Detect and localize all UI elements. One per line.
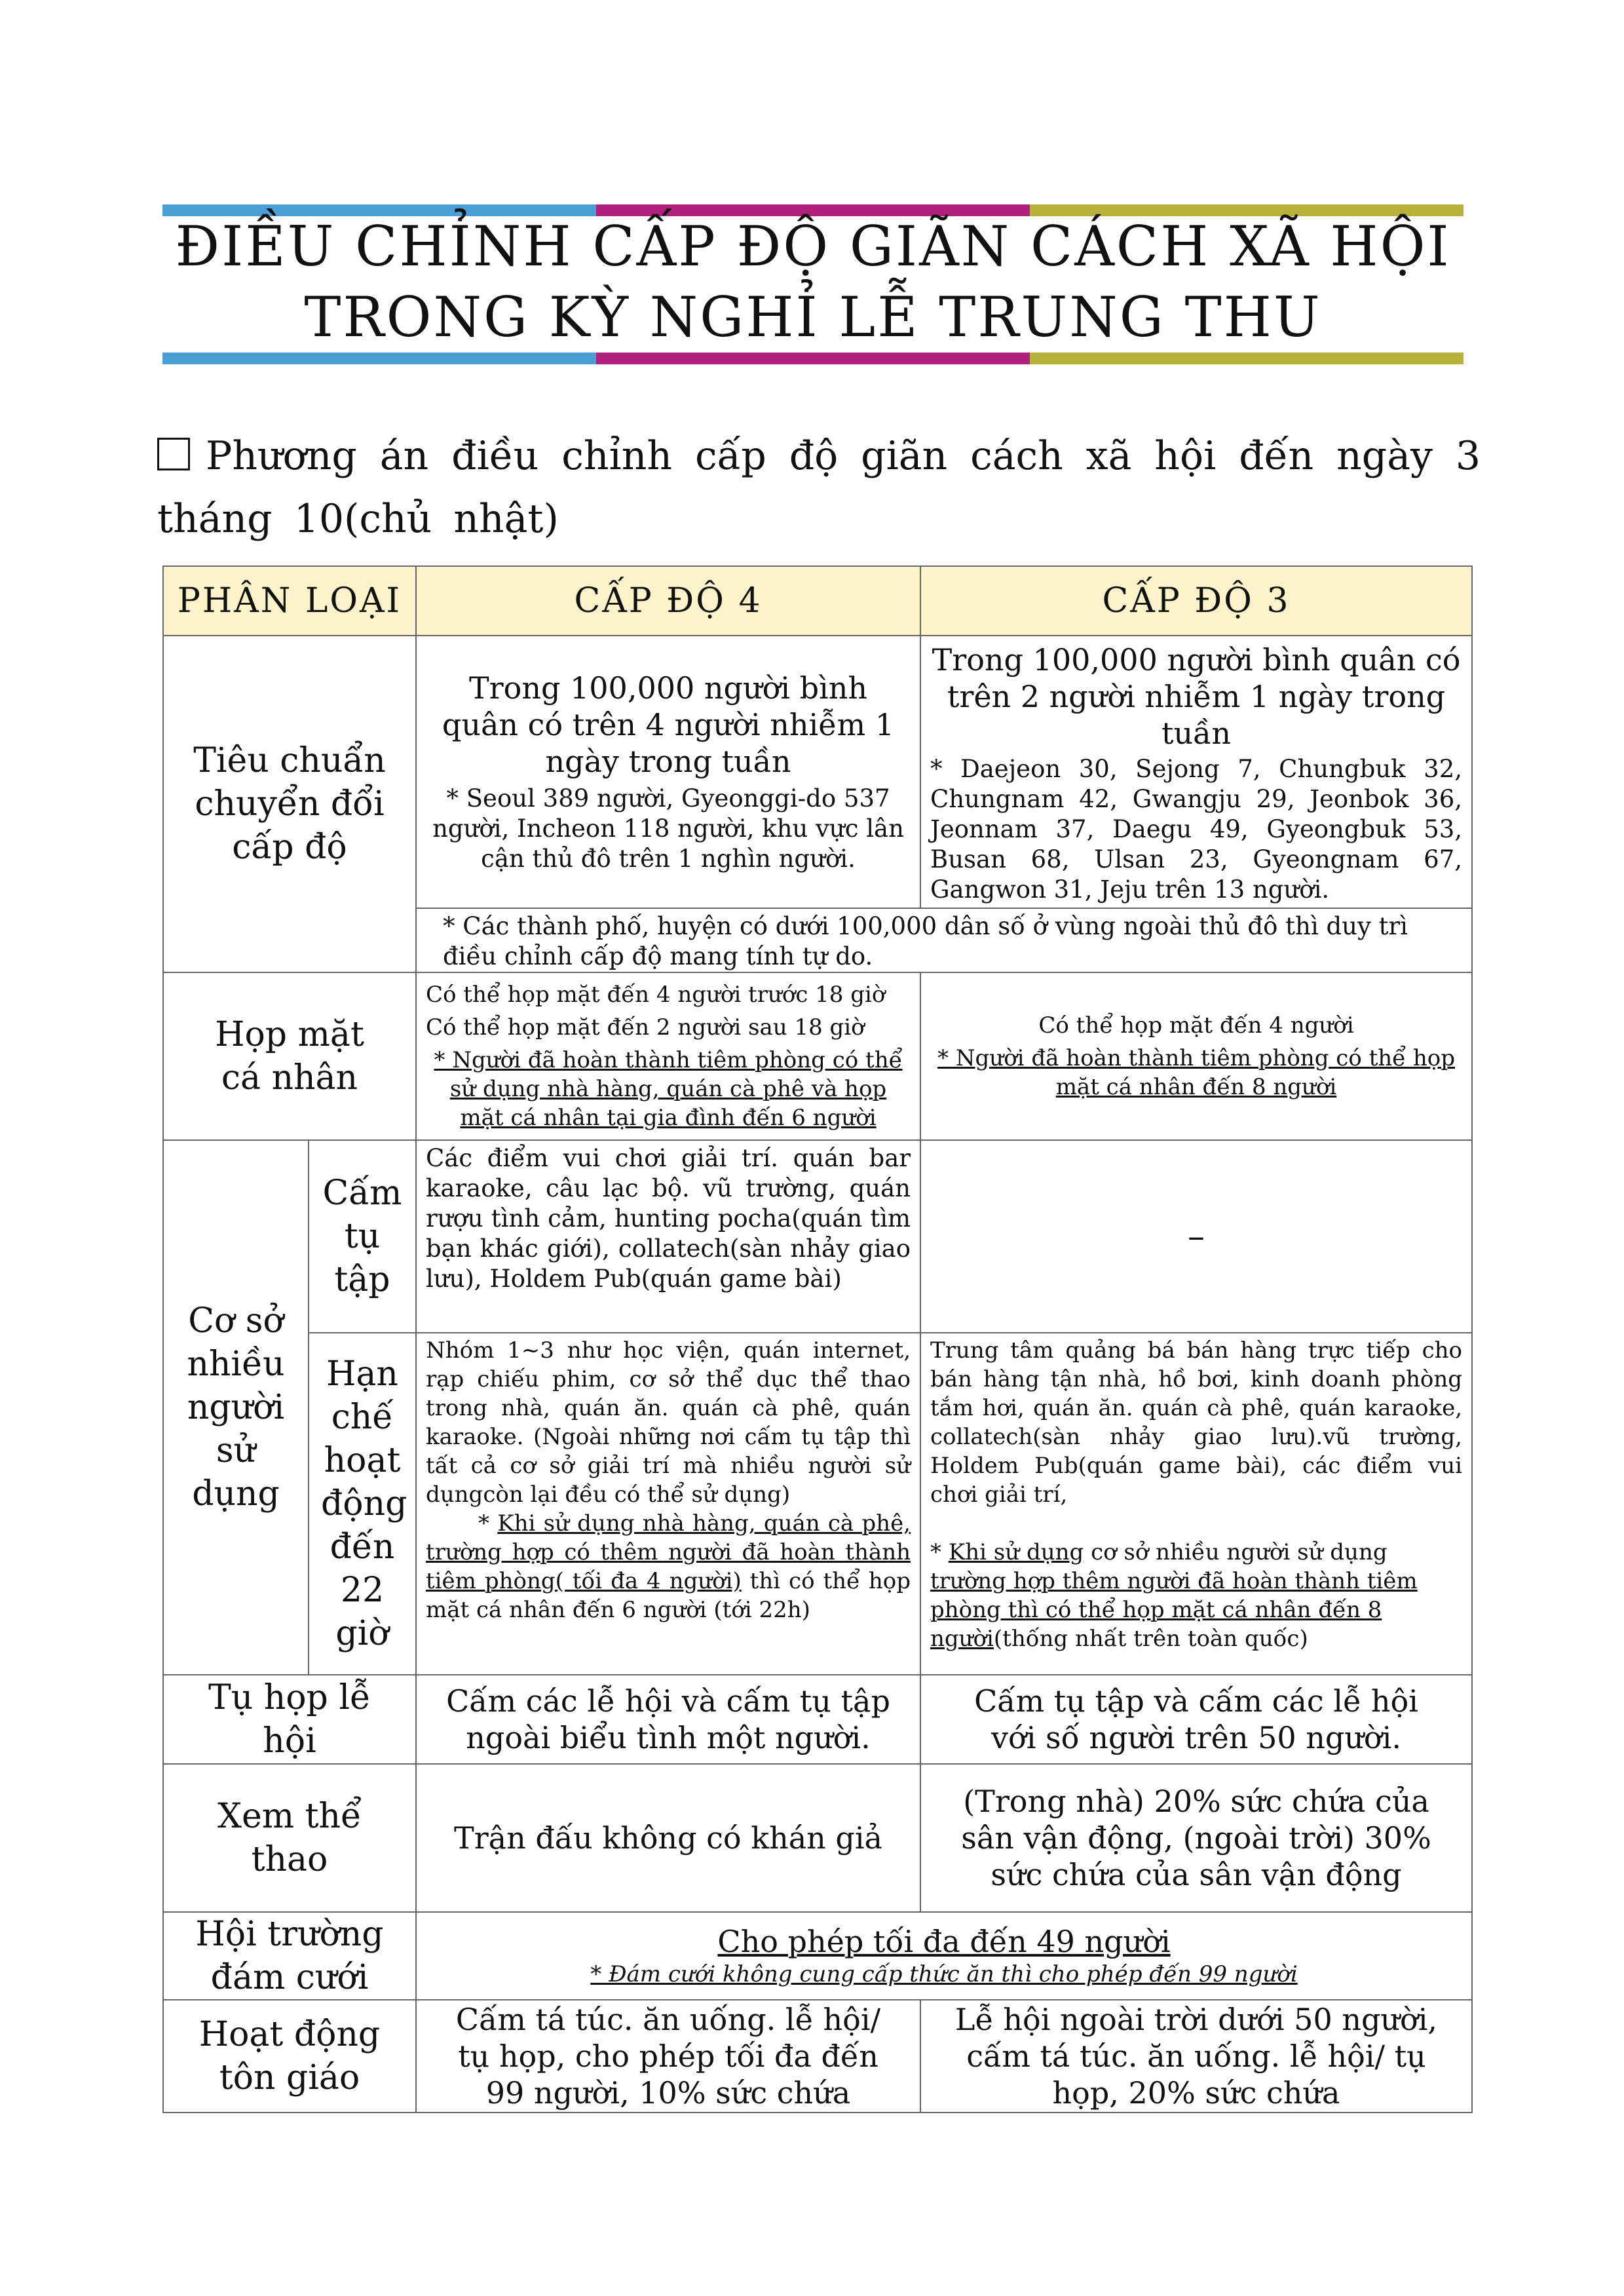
facility-limit-level-3-note: * Khi sử dụng cơ sở nhiều người sử dụng trường hợp thêm người đã hoàn thành tiêm phòng thì có thể họp mặt cá nhân đến 8 người(thống nhất trên toàn quốc) — [930, 1539, 1418, 1652]
festival-label: Tụ họp lễ hội — [163, 1675, 416, 1764]
facility-ban-label: Cấm tụ tập — [309, 1140, 416, 1333]
criteria-label: Tiêu chuẩn chuyển đổi cấp độ — [163, 636, 416, 972]
religion-label: Hoạt động tôn giáo — [163, 2000, 416, 2113]
header-level-4: CẤP ĐỘ 4 — [416, 566, 920, 636]
criteria-level-3-note: * Daejeon 30, Sejong 7, Chungbuk 32, Chungnam 42, Gwangju 29, Jeonbok 36, Jeonnam 37, Daegu 49, Gyeongbuk 53, Busan 68, Ulsan 23, Gyeongnam 67, Gangwon 31, Jeju trên 13 người. — [930, 755, 1462, 904]
festival-level-3: Cấm tụ tập và cấm các lễ hội với số người trên 50 người. — [920, 1675, 1472, 1764]
header-level-3: CẤP ĐỘ 3 — [920, 566, 1472, 636]
section-heading-text: Phương án điều chỉnh cấp độ giãn cách xã hội đến ngày 3 tháng 10(chủ nhật) — [157, 433, 1481, 542]
private-level-4 — [416, 972, 920, 1140]
facility-limit-level-4-note: * Khi sử dụng nhà hàng, quán cà phê, trường hợp có thêm người đã hoàn thành tiêm phòng( tối đa 4 người) thì có thể họp mặt cá nhân đến 6 người (tới 22h) — [426, 1510, 911, 1623]
facility-limit-level-4-text: Nhóm 1~3 như học viện, quán internet, rạp chiếu phim, cơ sở thể dục thể thao trong nhà, quán ăn. quán cà phê, quán karaoke. (Ngoài những nơi cấm tụ tập thì tất cả cơ sở giải trí mà nhiều người sử dụngcòn lại đều có thể sử dụng) — [426, 1337, 911, 1508]
wedding-label: Hội trường đám cưới — [163, 1912, 416, 2000]
facility-limit-level-3-text: Trung tâm quảng bá bán hàng trực tiếp cho bán hàng tận nhà, hồ bơi, kinh doanh phòng tắm hơi, quán ăn. quán cà phê, quán karaoke, collatech(sàn nhảy giao lưu).vũ trường, Holdem Pub(quán game bài), các điểm vui chơi giải trí, — [930, 1337, 1462, 1508]
private-level-4-line2: Có thể họp mặt đến 2 người sau 18 giờ — [426, 1014, 865, 1041]
facility-ban-row — [163, 1140, 1472, 1333]
sports-label: Xem thể thao — [163, 1764, 416, 1912]
facilities-label: Cơ sở nhiều người sử dụng — [163, 1140, 309, 1675]
header-category: PHÂN LOẠI — [163, 566, 416, 636]
criteria-level-4-note: * Seoul 389 người, Gyeonggi-do 537 người, Incheon 118 người, khu vực lân cận thủ đô trên 1 nghìn người. — [432, 784, 904, 873]
private-level-3 — [920, 972, 1472, 1140]
checkbox-square-icon — [157, 438, 190, 470]
sports-level-4: Trận đấu không có khán giả — [416, 1764, 920, 1912]
facility-limit-label: Hạn chế hoạt động đến 22 giờ — [309, 1333, 416, 1675]
page-title — [162, 211, 1463, 353]
wedding-main: Cho phép tối đa đến 49 người — [717, 1924, 1171, 1959]
festival-level-4: Cấm các lễ hội và cấm tụ tập ngoài biểu tình một người. — [416, 1675, 920, 1764]
criteria-row — [163, 636, 1472, 908]
religion-level-3: Lễ hội ngoài trời dưới 50 người, cấm tá túc. ăn uống. lễ hội/ tụ họp, 20% sức chứa — [920, 2000, 1472, 2113]
criteria-level-3-main: Trong 100,000 người bình quân có trên 2 người nhiễm 1 ngày trong tuần — [932, 642, 1461, 751]
private-level-3-line1: Có thể họp mặt đến 4 người — [1038, 1012, 1354, 1039]
bottom-bar-olive — [1030, 353, 1463, 364]
section-heading — [157, 425, 1481, 550]
festival-row — [163, 1675, 1472, 1764]
restriction-table — [162, 565, 1473, 2113]
wedding-both-levels — [416, 1912, 1472, 2000]
wedding-note: * Đám cưới không cung cấp thức ăn thì cho phép đến 99 người — [590, 1961, 1298, 1987]
sports-row — [163, 1764, 1472, 1912]
bottom-bar-magenta — [596, 353, 1030, 364]
header-row — [163, 566, 1472, 636]
religion-row — [163, 2000, 1472, 2113]
criteria-level-4-main: Trong 100,000 người bình quân có trên 4 người nhiễm 1 ngày trong tuần — [442, 670, 895, 779]
criteria-level-3 — [920, 636, 1472, 908]
wedding-row — [163, 1912, 1472, 2000]
religion-level-4: Cấm tá túc. ăn uống. lễ hội/ tụ họp, cho phép tối đa đến 99 người, 10% sức chứa — [416, 2000, 920, 2113]
facility-limit-row — [163, 1333, 1472, 1675]
private-row — [163, 972, 1472, 1140]
criteria-level-4 — [416, 636, 920, 908]
sports-level-3: (Trong nhà) 20% sức chứa của sân vận động, (ngoài trời) 30% sức chứa của sân vận động — [920, 1764, 1472, 1912]
private-label: Họp mặt cá nhân — [163, 972, 416, 1140]
facility-ban-level-4: Các điểm vui chơi giải trí. quán bar karaoke, câu lạc bộ. vũ trường, quán rượu tình cảm, hunting pocha(quán tìm bạn khác giới), collatech(sàn nhảy giao lưu), Holdem Pub(quán game bài) — [416, 1140, 920, 1333]
title-line-1: ĐIỀU CHỈNH CẤP ĐỘ GIÃN CÁCH XÃ HỘI — [175, 214, 1451, 278]
private-level-3-note: * Người đã hoàn thành tiêm phòng có thể họp mặt cá nhân đến 8 người — [937, 1045, 1456, 1100]
title-line-2: TRONG KỲ NGHỈ LỄ TRUNG THU — [304, 285, 1322, 349]
bottom-bar-blue — [162, 353, 596, 364]
private-level-4-note: * Người đã hoàn thành tiêm phòng có thể sử dụng nhà hàng, quán cà phê và họp mặt cá nhân tại gia đình đến 6 người — [434, 1047, 903, 1131]
private-level-4-line1: Có thể họp mặt đến 4 người trước 18 giờ — [426, 982, 886, 1008]
criteria-shared-note: * Các thành phố, huyện có dưới 100,000 dân số ở vùng ngoài thủ đô thì duy trì điều chỉnh cấp độ mang tính tự do. — [416, 908, 1472, 972]
facility-limit-level-3 — [920, 1333, 1472, 1675]
facility-limit-level-4 — [416, 1333, 920, 1675]
facility-ban-level-3: – — [920, 1140, 1472, 1333]
